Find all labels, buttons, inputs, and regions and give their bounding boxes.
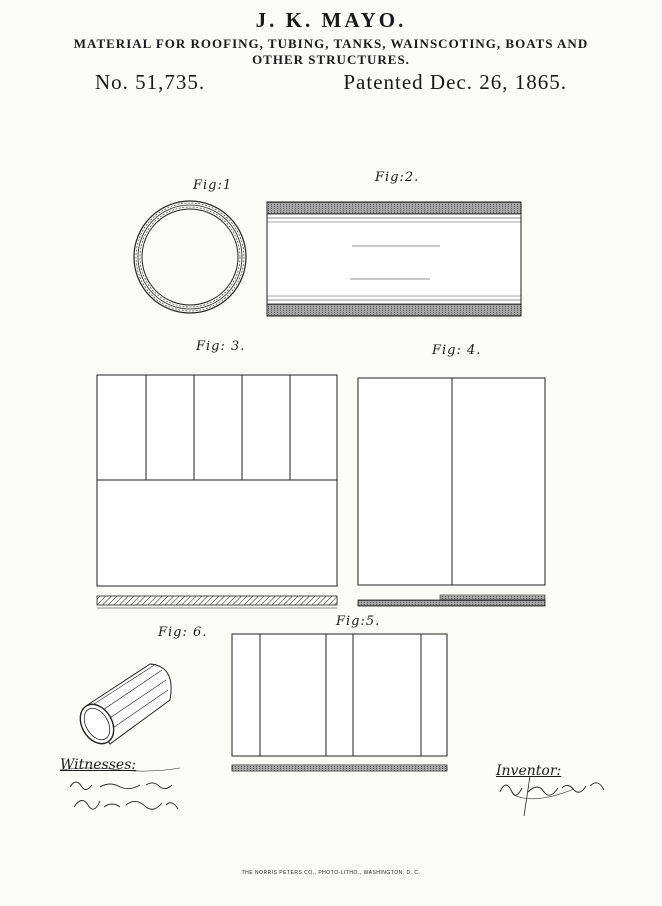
fig4-label: Fig: 4. [432,343,482,358]
patent-number: No. 51,735. [95,70,206,94]
fig3-label: Fig: 3. [196,339,246,354]
fig5-panel-drawing [232,634,447,771]
fig2-label: Fig:2. [375,170,420,185]
fig4-panel-drawing [358,378,545,606]
inventor-label: Inventor: [496,763,562,779]
patent-title-line-1: MATERIAL FOR ROOFING, TUBING, TANKS, WAINSCOTING, BOATS AND [73,36,589,51]
witnesses-label: Witnesses: [60,757,137,773]
printer-footer: THE NORRIS PETERS CO., PHOTO-LITHO., WASHINGTON, D. C. [241,870,421,876]
fig3-panel-drawing [97,375,337,608]
inventor-signature [500,776,604,816]
fig5-label: Fig:5. [336,614,381,629]
fig2-tube-drawing [267,202,521,316]
inventor-name: J. K. MAYO. [255,8,407,32]
fig1-label: Fig:1 [193,178,233,193]
fig6-tube-drawing [74,664,172,750]
patent-title-line-2: OTHER STRUCTURES. [252,52,410,67]
fig1-ring-drawing [134,201,246,313]
patent-date: Patented Dec. 26, 1865. [343,70,567,94]
witness-signatures [60,768,180,809]
fig6-label: Fig: 6. [158,625,208,640]
